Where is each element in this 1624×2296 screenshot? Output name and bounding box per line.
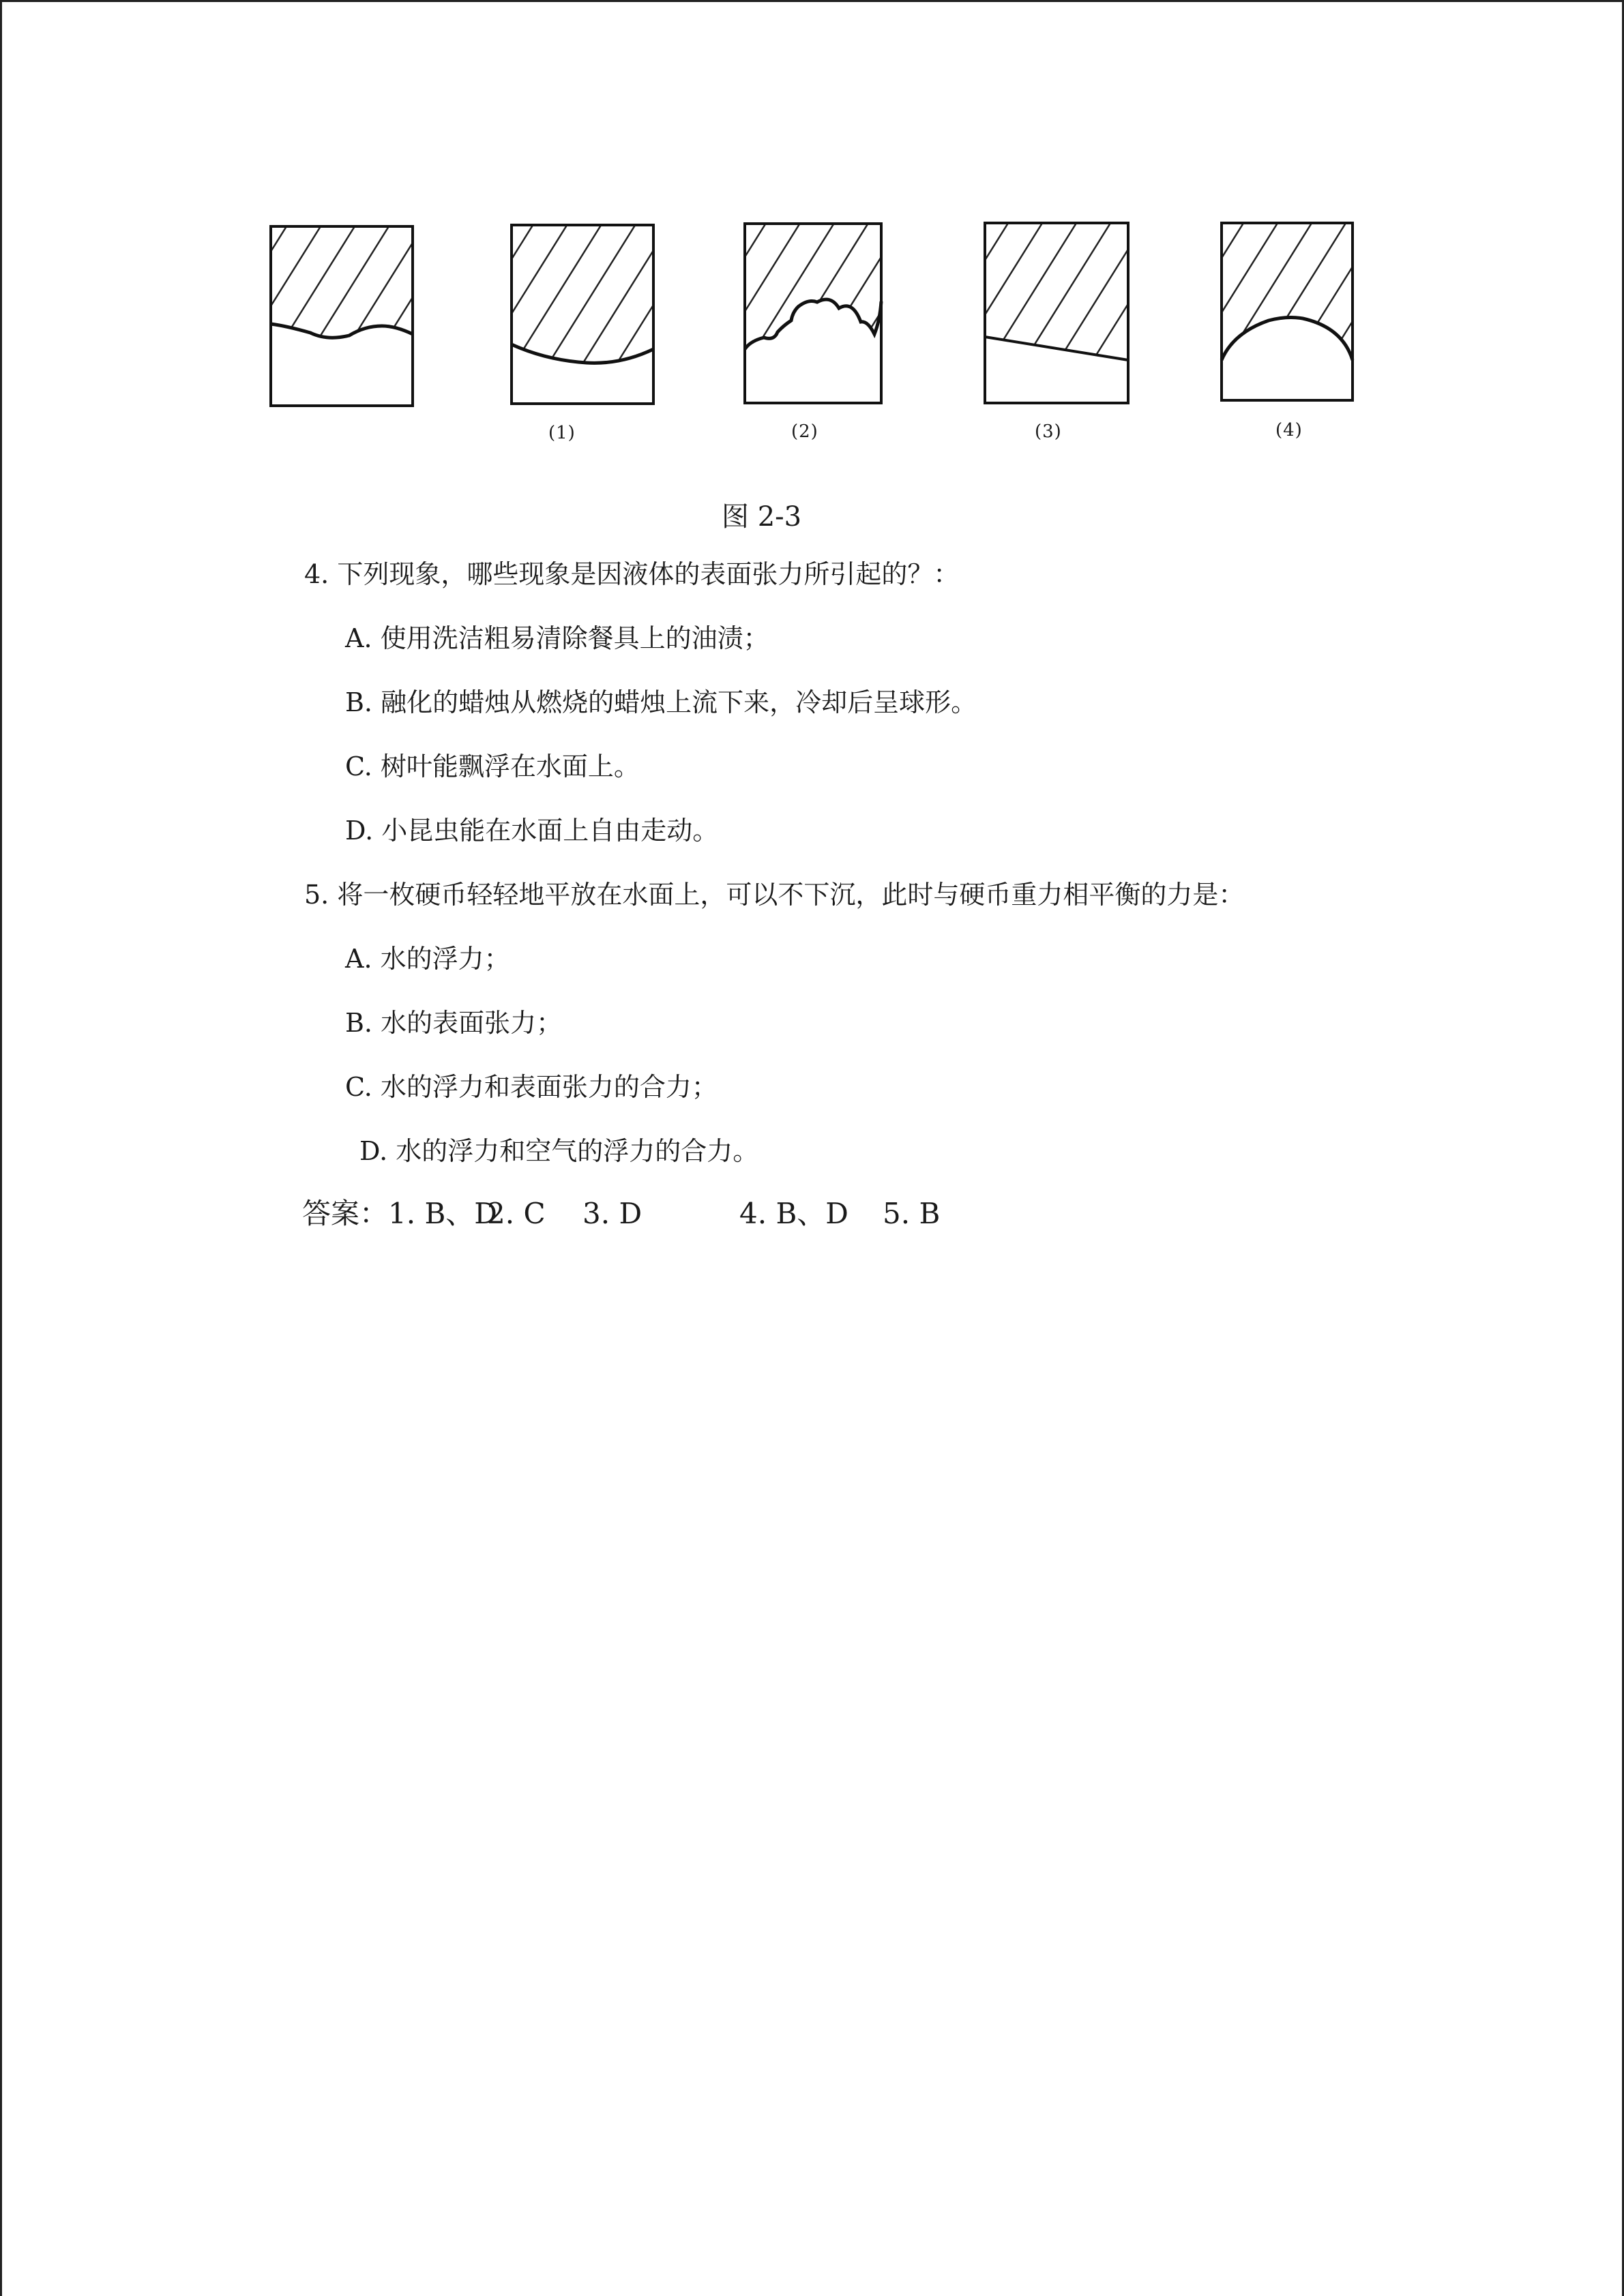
panel-label-2: (2) [791,421,818,442]
figure-panel-4 [1119,205,1460,423]
question-5-stem: 5. 将一枚硬币轻轻地平放在水面上，可以不下沉，此时与硬币重力相平衡的力是： [304,880,1245,910]
question-4-option-c: C. 树叶能飘浮在水面上。 [345,751,640,781]
question-5-option-a: A. 水的浮力； [345,944,510,974]
question-5-option-c: C. 水的浮力和表面张力的合力； [345,1072,718,1102]
answer-label: 答案： [302,1197,389,1230]
panel-label-3: (3) [1035,421,1062,442]
answer-item-2: 2. C [487,1197,546,1230]
answer-item-4: 4. B、D [739,1197,848,1230]
question-4-option-a: A. 使用洗洁粗易清除餐具上的油渍； [345,623,769,653]
answer-item-1: 1. B、D [388,1197,497,1230]
answer-item-3: 3. D [582,1197,643,1230]
figure-panel-3 [883,205,1224,423]
answer-key [302,1195,940,1233]
figure-caption: 图 2-3 [722,501,802,533]
question-5-option-b: B. 水的表面张力； [345,1008,563,1038]
question-4-option-b: B. 融化的蜡烛从燃烧的蜡烛上流下来，冷却后呈球形。 [345,687,977,717]
question-4-stem: 4. 下列现象，哪些现象是因液体的表面张力所引起的？： [304,559,960,589]
panel-label-4: (4) [1275,420,1303,441]
figure-panel-1 [409,205,750,423]
figure-panel-0 [164,205,505,423]
answer-item-5: 5. B [883,1197,941,1230]
question-4-option-d: D. 小昆虫能在水面上自由走动。 [345,816,719,846]
panel-label-1: (1) [548,423,576,443]
figure-panel-2 [641,205,982,423]
question-5-option-d: D. 水的浮力和空气的浮力的合力。 [359,1136,759,1166]
